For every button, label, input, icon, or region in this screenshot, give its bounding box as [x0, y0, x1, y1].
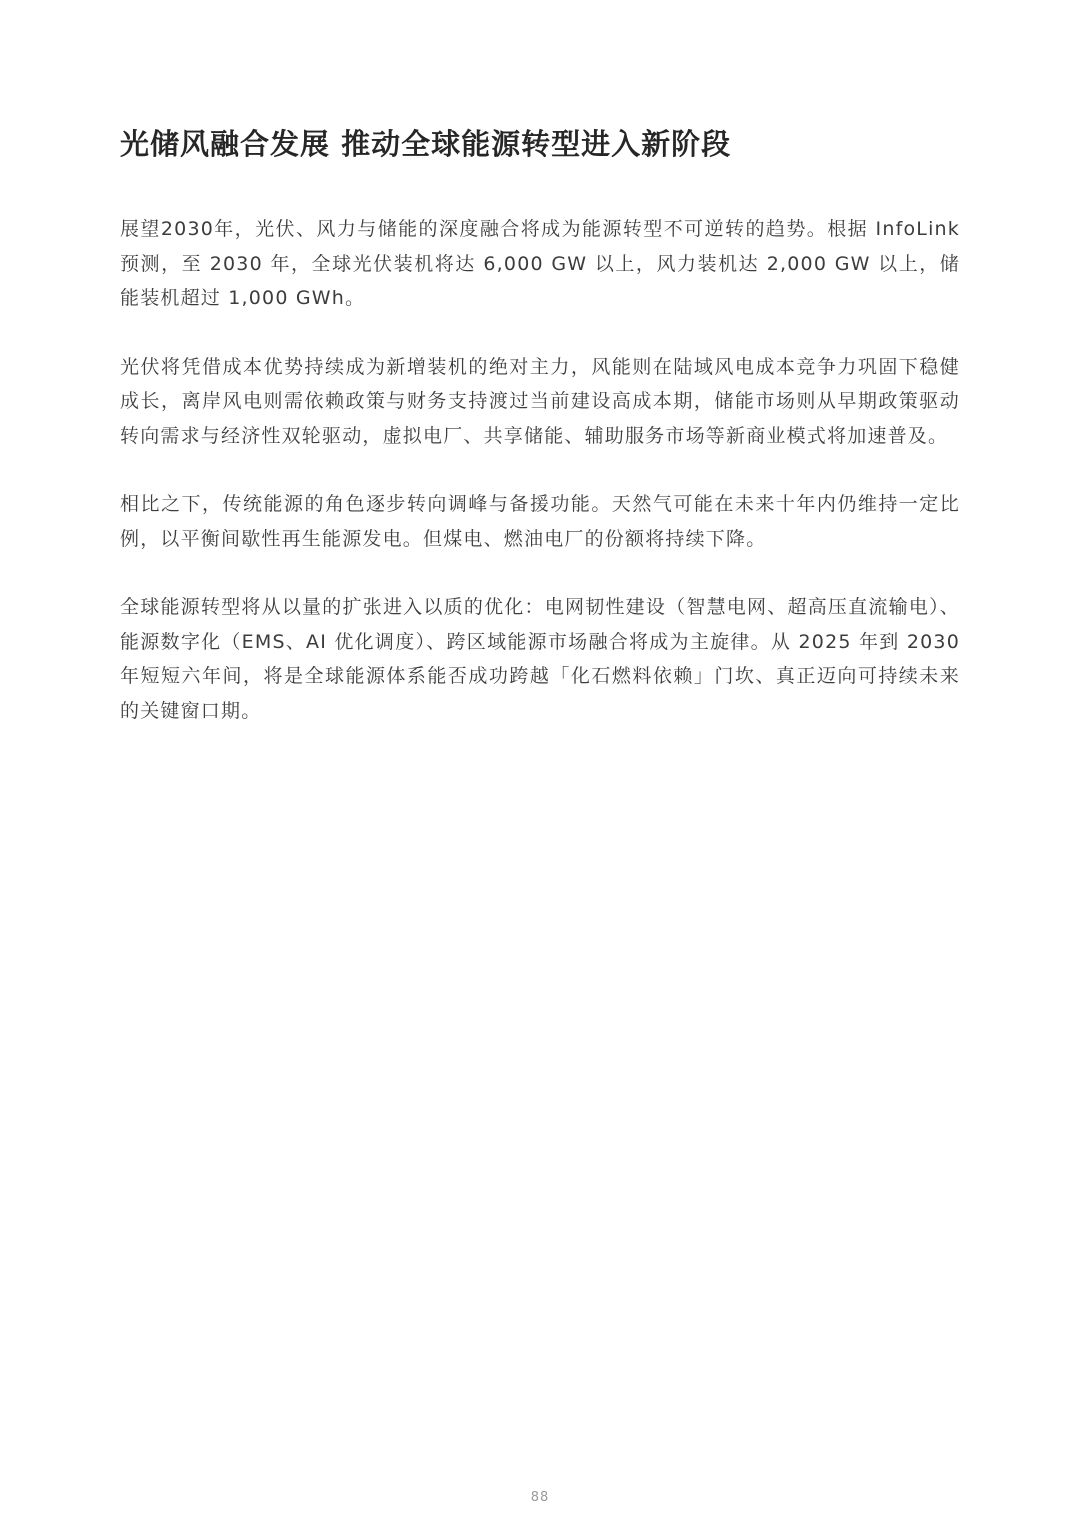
page-title: 光储风融合发展 推动全球能源转型进入新阶段 — [120, 127, 732, 161]
paragraph-1: 展望2030年，光伏、风力与储能的深度融合将成为能源转型不可逆转的趋势。根据 InfoLink 预测，至 2030 年，全球光伏装机将达 6,000 GW 以上，风力装机达 2,000 GW 以上，储能装机超过 1,000 GWh。 — [120, 218, 960, 309]
paragraph-4: 全球能源转型将从以量的扩张进入以质的优化：电网韧性建设（智慧电网、超高压直流输电）、能源数字化（EMS、AI 优化调度）、跨区域能源市场融合将成为主旋律。从 2025 年到 2030 年短短六年间，将是全球能源体系能否成功跨越「化石燃料依赖」门坎、真正迈向可持续未来的关键窗口期。 — [120, 596, 960, 722]
paragraph-2: 光伏将凭借成本优势持续成为新增装机的绝对主力，风能则在陆域风电成本竞争力巩固下稳健成长，离岸风电则需依赖政策与财务支持渡过当前建设高成本期，储能市场则从早期政策驱动转向需求与经济性双轮驱动，虚拟电厂、共享储能、辅助服务市场等新商业模式将加速普及。 — [120, 355, 960, 447]
paragraph-3: 相比之下，传统能源的角色逐步转向调峰与备援功能。天然气可能在未来十年内仍维持一定比例，以平衡间歇性再生能源发电。但煤电、燃油电厂的份额将持续下降。 — [120, 493, 960, 550]
page-number: 88 — [530, 1490, 550, 1505]
article-body — [120, 212, 960, 762]
